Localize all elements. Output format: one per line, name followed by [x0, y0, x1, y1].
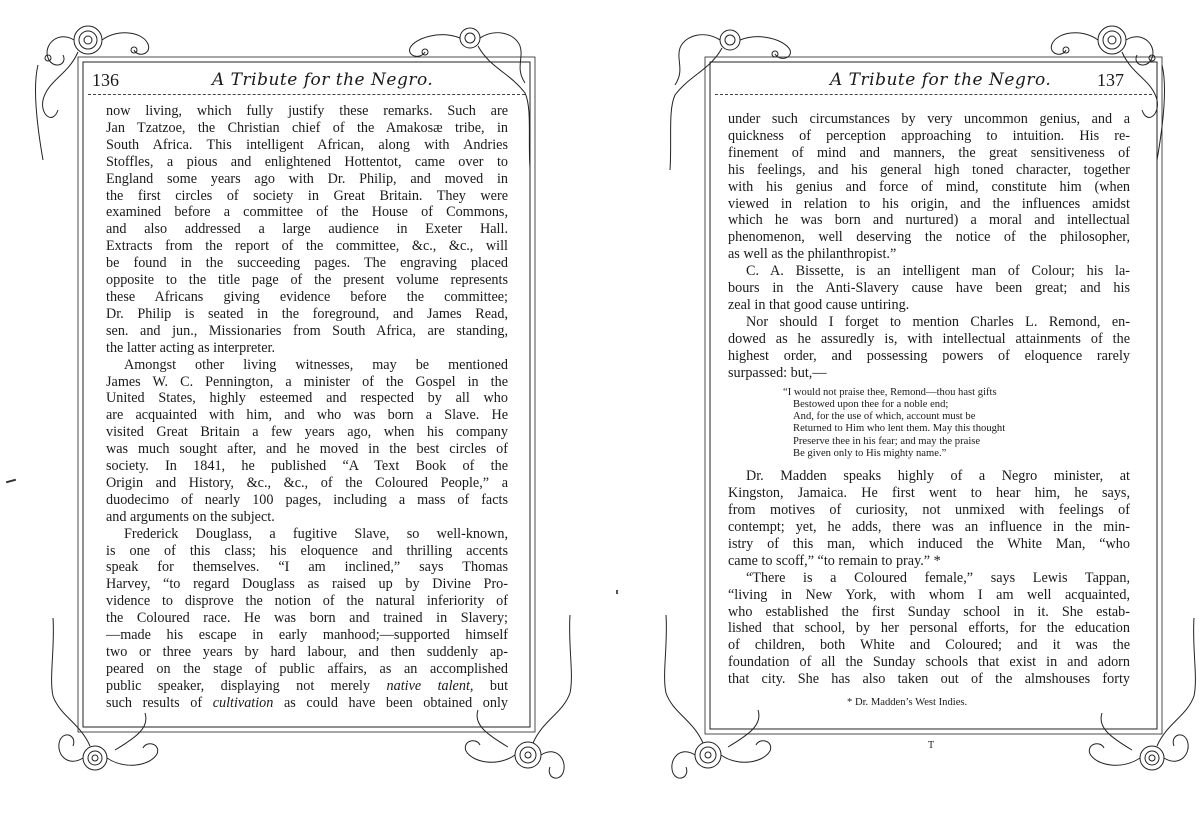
text-line: Amongst other living witnesses, may be mentioned	[124, 356, 508, 373]
text-line: peared on the stage of public affairs, as an accomplished	[106, 660, 508, 677]
text-line: James W. C. Pennington, a minister of the Gospel in the	[106, 373, 508, 390]
footnote: * Dr. Madden’s West Indies.	[847, 697, 968, 708]
text-line: which he was born and nurtured) a moral and intellectual	[728, 212, 1130, 229]
text-line: who established the first Sunday school in it. She estab-	[728, 603, 1130, 620]
text-line: —made his escape in early manhood;—supported himself	[106, 627, 508, 644]
text-line: Jan Tzatzoe, the Christian chief of the Amakosæ tribe, in	[106, 119, 508, 136]
text-line: contempt; yet, he adds, there was an influence in the min-	[728, 519, 1130, 535]
text-line: speak for themselves. “I am inclined,” says Thomas	[106, 559, 508, 576]
text-line: Extracts from the report of the committee, &c., &c., will	[106, 238, 508, 255]
text-line: under such circumstances by very uncommon genius, and a	[728, 111, 1130, 127]
text-line: Dr. Madden speaks highly of a Negro minister, at	[746, 468, 1130, 485]
text-line: two or three years by hard labour, and then suddenly ap-	[106, 644, 508, 660]
text-line: vidence to disprove the notion of the natural inferiority of	[106, 593, 508, 610]
text-line: with his genius and force of mind, constitute him (when	[728, 178, 1130, 195]
text-line: zeal in that good cause untiring.	[728, 296, 910, 313]
text-line: and arguments on the subject.	[106, 508, 275, 525]
text-line: foundation of all the Sunday schools that exist in and adorn	[728, 654, 1130, 671]
text-line: public speaker, displaying not merely native talent, but	[106, 677, 509, 694]
text-line: Frederick Douglass, a fugitive Slave, so well-known,	[124, 525, 508, 542]
text-line: lished that school, by her personal efforts, for the education	[728, 620, 1130, 637]
text-line: phenomenon, well deserving the notice of the philosopher,	[728, 229, 1130, 246]
text-line: Stoffles, a pious and enlightened Hottentot, came over to	[106, 153, 508, 170]
text-line: visited Great Britain a few years ago, when his company	[106, 424, 508, 441]
header-divider	[88, 94, 525, 95]
text-line: quickness of perception approaching to intuition. His re-	[728, 127, 1130, 144]
text-line: England some years ago with Dr. Philip, and moved in	[106, 170, 508, 187]
verse-line: “I would not praise thee, Remond—thou hast gifts	[783, 386, 997, 398]
text-line: United States, highly esteemed and respected by all who	[106, 390, 508, 407]
text-line: was much sought after, and he moved in the best circles of	[106, 441, 508, 458]
text-line: be found in the succeeding pages. The engraving placed	[106, 255, 508, 272]
page-number: 136	[92, 70, 119, 90]
text-line: Kingston, Jamaica. He first went to hear him, he says,	[728, 485, 1130, 502]
text-line: duodecimo of nearly 100 pages, including a mass of facts	[106, 491, 508, 508]
text-line: highest order, and possessing powers of eloquence rarely	[728, 347, 1130, 364]
body-text	[106, 103, 508, 712]
text-line: came to scoff,” “to remain to pray.” *	[728, 552, 941, 569]
text-line: istry of this man, which induced the White Man, “who	[728, 535, 1130, 552]
verse-line: Be given only to His mighty name.”	[793, 447, 947, 459]
text-line: finement of mind and manners, the great sensitiveness of	[728, 144, 1130, 161]
text-line: the Coloured race. He was born and trained in Slavery;	[106, 610, 508, 627]
text-line: dowed as he assuredly is, with intellectual attainments of the	[728, 330, 1130, 347]
header-divider	[715, 94, 1152, 95]
verse-line: Returned to Him who lent them. May this thought	[793, 423, 1006, 435]
text-line: C. A. Bissette, is an intelligent man of Colour; his la-	[746, 263, 1130, 280]
text-line: such results of cultivation as could have been obtained only	[106, 694, 508, 711]
verse-line: Preserve thee in his fear; and may the praise	[793, 435, 981, 447]
text-line: “living in New York, with whom I am well acquainted,	[728, 586, 1130, 603]
verse-line: And, for the use of which, account must be	[793, 411, 976, 423]
text-line: from motives of curiosity, not unmixed with feelings of	[728, 502, 1130, 519]
text-line: examined before a committee of the House of Commons,	[106, 204, 508, 221]
text-line: Harvey, “to regard Douglass as raised up by Divine Pro-	[106, 576, 508, 593]
text-line: Dr. Philip is seated in the foreground, and James Read,	[106, 305, 508, 322]
text-line: viewed in relation to his origin, and the influences amidst	[728, 195, 1130, 212]
print-speck	[616, 590, 618, 594]
text-line: that city. She has also taken out of the almshouses forty	[728, 671, 1130, 688]
text-line: of children, both White and Coloured; and it was the	[728, 637, 1130, 654]
running-head: A Tribute for the Negro.	[212, 70, 434, 90]
quoted-verse	[783, 387, 1130, 461]
text-line: now living, which fully justify these remarks. Such are	[106, 103, 508, 119]
running-head: A Tribute for the Negro.	[830, 70, 1052, 90]
text-line: Nor should I forget to mention Charles L. Remond, en-	[746, 313, 1130, 330]
signature-mark: T	[928, 740, 935, 751]
text-line: are acquainted with him, and who was born a Slave. He	[106, 407, 508, 424]
body-text	[728, 111, 1130, 688]
text-line: the latter acting as interpreter.	[106, 339, 275, 356]
right-page	[600, 0, 1200, 816]
text-line: South Africa. This intelligent African, along with Andries	[106, 136, 508, 153]
text-line: bours in the Anti-Slavery cause have been great; and his	[728, 280, 1130, 297]
text-line: and also addressed a large audience in Exeter Hall.	[106, 221, 508, 238]
text-line: surpassed: but,—	[728, 364, 827, 381]
italic-phrase: cultivation	[212, 694, 274, 711]
text-line: “There is a Coloured female,” says Lewis Tappan,	[746, 569, 1130, 586]
page-number: 137	[1097, 70, 1124, 90]
text-line: the first circles of society in Great Britain. They were	[106, 187, 508, 204]
text-line: is one of this class; his eloquence and thrilling accents	[106, 542, 508, 559]
text-line: sen. and jun., Missionaries from South Africa, are standing,	[106, 322, 508, 339]
text-line: these Africans giving evidence before the committee;	[106, 288, 508, 305]
text-line: society. In 1841, he published “A Text Book of the	[106, 458, 508, 475]
text-line: opposite to the title page of the present volume represents	[106, 272, 508, 289]
text-line: as well as the philanthropist.”	[728, 246, 897, 263]
text-line: Origin and History, &c., &c., of the Coloured People,” a	[106, 474, 508, 491]
italic-phrase: native talent,	[386, 677, 474, 694]
verse-line: Bestowed upon thee for a noble end;	[793, 398, 949, 410]
text-line: his feelings, and his general high toned character, together	[728, 161, 1130, 178]
